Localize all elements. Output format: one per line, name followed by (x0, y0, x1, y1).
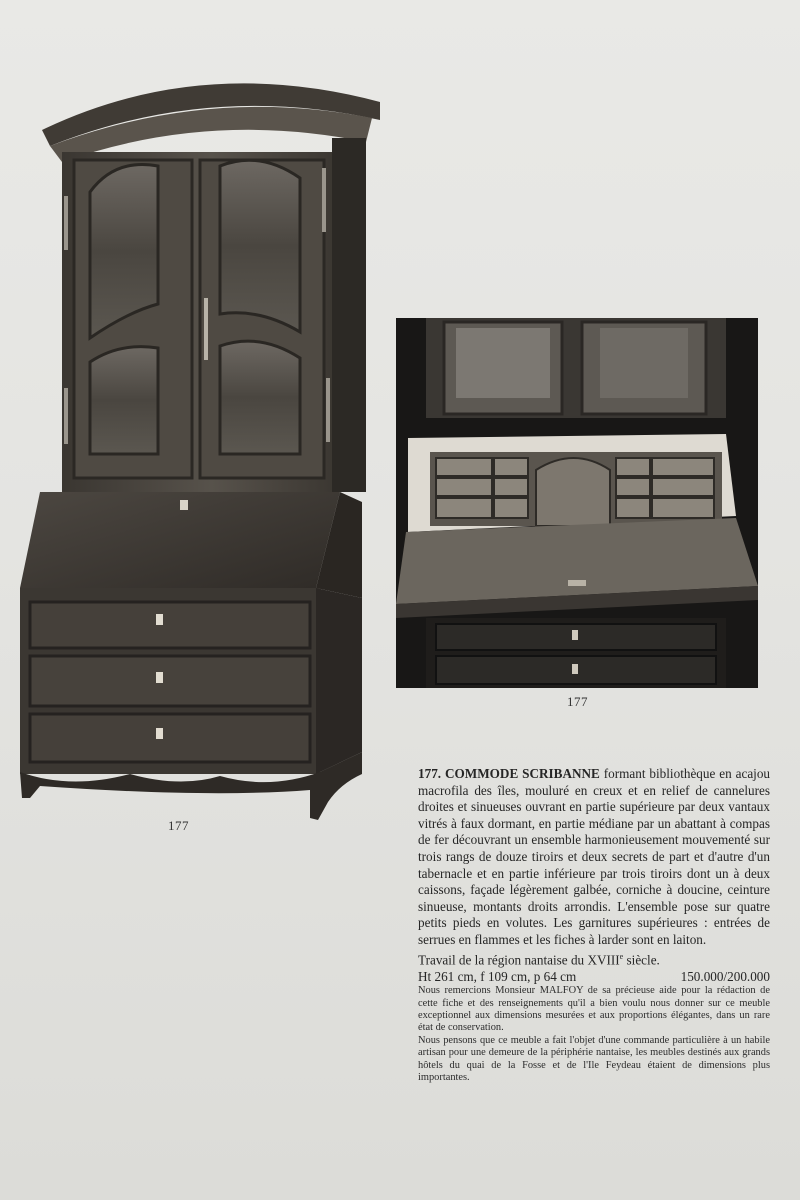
origin-prefix: Travail de la région nantaise du XVIII (418, 951, 620, 967)
origin-sup: e (619, 951, 624, 961)
scribanne-open-detail-photo (396, 318, 758, 688)
lot-description-text: formant bibliothèque en acajou macrofila des îles, mouluré en creux et en relief de cannelures droites et sinueuses ouvrant en partie supérieure par deux vantaux vitrés à faux dormant, en partie médiane par un abattant à compas de fer découvrant un ensemble harmonieusement mouvementé sur trois rangs de douze tiroirs et deux secrets de part et d'autre d'un tabernacle et en partie inférieure par trois tiroirs dont un à deux caissons, façade légèrement galbée, corniche à doucine, ceinture sinueuse, montants droits arrondis. L'ensemble pose sur quatre petits pieds en volutes. Les garnitures supérieures : entrées de serrues en flammes et les fiches à larder sont en laiton. (418, 766, 771, 947)
scribanne-photo (10, 62, 390, 832)
lot-dimensions: Ht 261 cm, f 109 cm, p 64 cm (418, 968, 577, 984)
origin-suffix: siècle. (623, 951, 660, 967)
lot-estimate: 150.000/200.000 (680, 968, 770, 984)
lot-description (418, 766, 770, 949)
lot-number: 177. (418, 766, 442, 781)
lot-description-block (418, 766, 770, 1084)
lot-note-1: Nous remercions Monsieur MALFOY de sa précieuse aide pour la rédaction de cette fiche et des renseignements qu'il a bien voulu nous donner sur ce meuble exceptionnel aux dimensions mesurées et aux proportions élégantes, dans un rare état de conservation. (418, 985, 770, 1034)
main-photo-caption: 177 (168, 818, 189, 833)
detail-photo-caption: 177 (567, 694, 588, 709)
lot-origin (418, 949, 770, 969)
lot-title: COMMODE SCRIBANNE (445, 766, 600, 781)
lot-dimensions-line (418, 969, 770, 986)
lot-note-2: Nous pensons que ce meuble a fait l'objet d'une commande particulière à un habile artisan pour une demeure de la périphérie nantaise, les meubles destinés aux grands hôtels du quai de la Fosse et de l'Ile Feydeau étaient de dimensions plus importantes. (418, 1034, 770, 1083)
